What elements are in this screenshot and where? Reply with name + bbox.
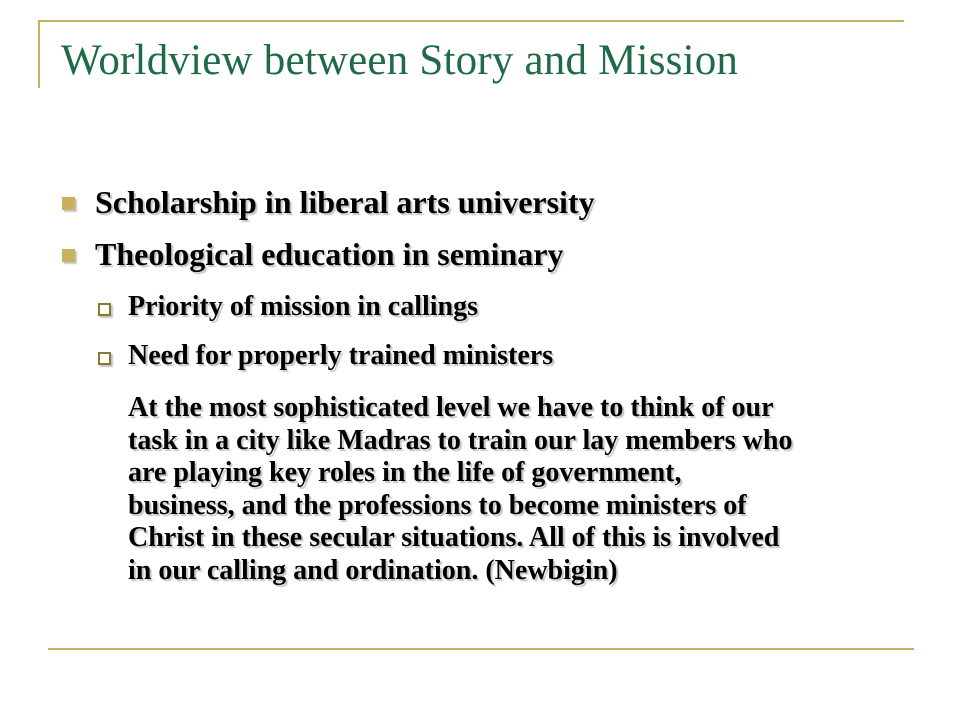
quote-line: are playing key roles in the life of government, <box>128 457 682 488</box>
quote-line: in our calling and ordination. (Newbigin) <box>128 554 618 586</box>
bullet-text: Theological education in seminary <box>95 236 564 272</box>
left-accent-rule <box>38 20 40 88</box>
slide-title: Worldview between Story and Mission <box>61 37 739 84</box>
bottom-accent-rule <box>48 648 914 650</box>
square-bullet-icon <box>62 249 75 262</box>
top-accent-rule <box>38 20 904 22</box>
newbigin-quote <box>128 392 918 587</box>
sub-bullet-text: Need for properly trained ministers <box>128 340 554 371</box>
bullet-text: Scholarship in liberal arts university <box>95 184 595 220</box>
quote-line: At the most sophisticated level we have to think of our <box>128 392 774 423</box>
hollow-square-bullet-icon <box>98 303 111 316</box>
quote-line: task in a city like Madras to train our lay members who <box>128 424 793 456</box>
quote-line: Christ in these secular situations. All of this is involved <box>128 522 780 553</box>
quote-line: business, and the professions to become ministers of <box>128 489 747 521</box>
hollow-square-bullet-icon <box>98 352 111 365</box>
sub-bullet-text: Priority of mission in callings <box>128 291 478 322</box>
square-bullet-icon <box>62 197 75 210</box>
